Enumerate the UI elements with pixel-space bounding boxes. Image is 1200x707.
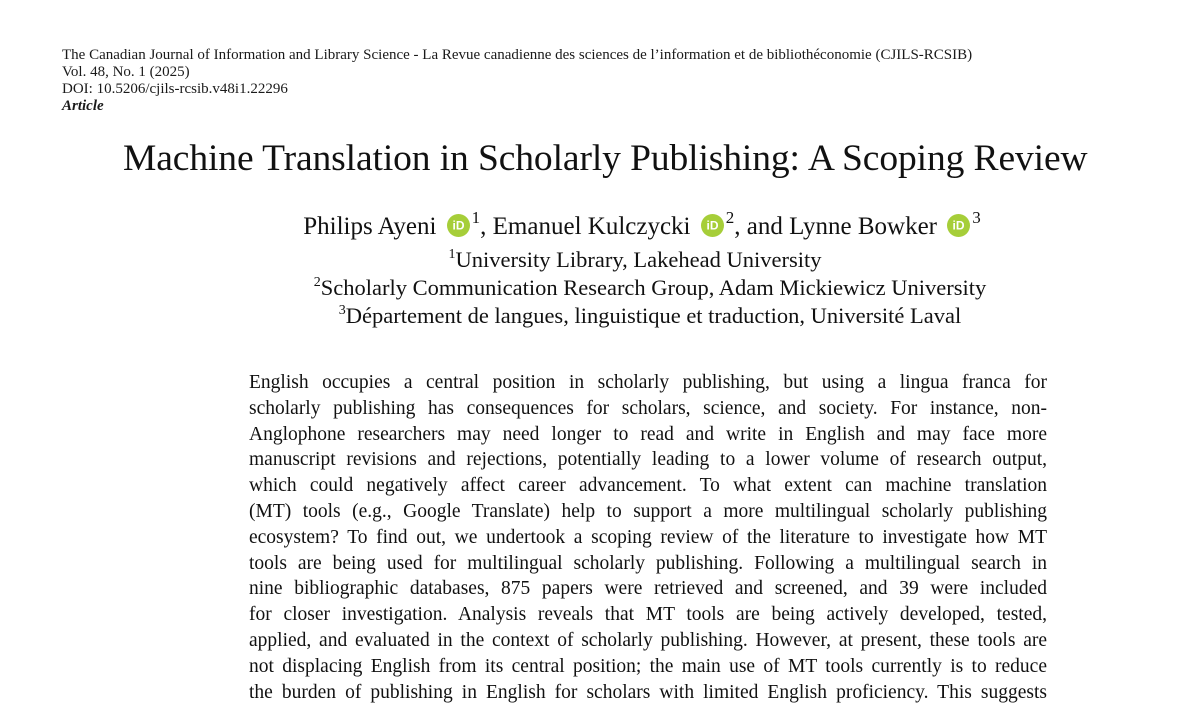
abstract-line: the burden of publishing in English for scholars with limited English proficiency. This suggests (249, 681, 1047, 703)
abstract-line: applied, and evaluated in the context of scholarly publishing. However, at present, these tools are (249, 629, 1047, 651)
abstract (249, 370, 1047, 705)
article-type: Article (62, 98, 104, 114)
author-name: Philips Ayeni (303, 213, 437, 240)
author-separator: , and (734, 213, 783, 240)
orcid-icon[interactable] (447, 214, 470, 237)
affiliation (0, 274, 1200, 302)
page-title (0, 135, 1200, 183)
abstract-line: which could negatively affect career advancement. To what extent can machine translation (249, 475, 1047, 497)
affiliation-sup: 1 (448, 247, 456, 262)
abstract-line: tools are being used for multilingual scholarly publishing. Following a multilingual search in (249, 552, 1047, 574)
title-part-2: A Scoping Review (807, 138, 1088, 179)
abstract-line: English occupies a central position in scholarly publishing, but using a lingua franca for (249, 372, 1047, 393)
abstract-line: ecosystem? To find out, we undertook a scoping review of the literature to investigate how MT (249, 526, 1047, 548)
abstract-line: scholarly publishing has consequences for scholars, science, and society. For instance, non- (249, 397, 1047, 419)
journal-header (62, 47, 972, 115)
affiliation-sup: 3 (338, 303, 346, 318)
abstract-line: (MT) tools (e.g., Google Translate) help to support a more multilingual scholarly publishing (249, 500, 1047, 522)
orcid-icon[interactable] (701, 214, 724, 237)
affiliation (0, 302, 1200, 330)
affiliation-sup: 2 (313, 275, 321, 290)
author-list (0, 210, 1200, 244)
author-separator: , (480, 213, 487, 240)
author-affil-sup: 3 (972, 208, 981, 227)
author-affil-sup: 1 (471, 208, 481, 227)
author-name: Lynne Bowker (789, 213, 937, 240)
journal-name: The Canadian Journal of Information and Library Science - La Revue canadienne des sciences de l’information et de bibliothéconomie (CJILS-RCSIB) (62, 47, 973, 63)
svg-text:iD: iD (452, 218, 465, 233)
abstract-line: Anglophone researchers may need longer to read and write in English and may face more (249, 423, 1047, 445)
svg-text:iD: iD (706, 218, 719, 233)
journal-doi[interactable]: DOI: 10.5206/cjils-rcsib.v48i1.22296 (62, 81, 288, 97)
title-part-1: Machine Translation in Scholarly Publishing: (123, 138, 800, 179)
svg-text:iD: iD (952, 218, 965, 233)
abstract-line: manuscript revisions and rejections, potentially leading to a lower volume of research output, (249, 449, 1047, 471)
author-name: Emanuel Kulczycki (492, 213, 691, 240)
author-affil-sup: 2 (725, 208, 735, 227)
abstract-line: not displacing English from its central position; the main use of MT tools currently is to reduce (249, 655, 1047, 677)
journal-volume: Vol. 48, No. 1 (2025) (62, 64, 190, 80)
abstract-line: for closer investigation. Analysis reveals that MT tools are being actively developed, tested, (249, 604, 1047, 626)
orcid-icon[interactable] (947, 214, 970, 237)
affiliation-text: Département de langues, linguistique et traduction, Université Laval (345, 303, 962, 328)
affiliation-text: University Library, Lakehead University (455, 247, 822, 272)
affiliation (0, 246, 1200, 274)
abstract-line: nine bibliographic databases, 875 papers were retrieved and screened, and 39 were included (249, 578, 1047, 600)
affiliation-text: Scholarly Communication Research Group, Adam Mickiewicz University (320, 275, 987, 300)
